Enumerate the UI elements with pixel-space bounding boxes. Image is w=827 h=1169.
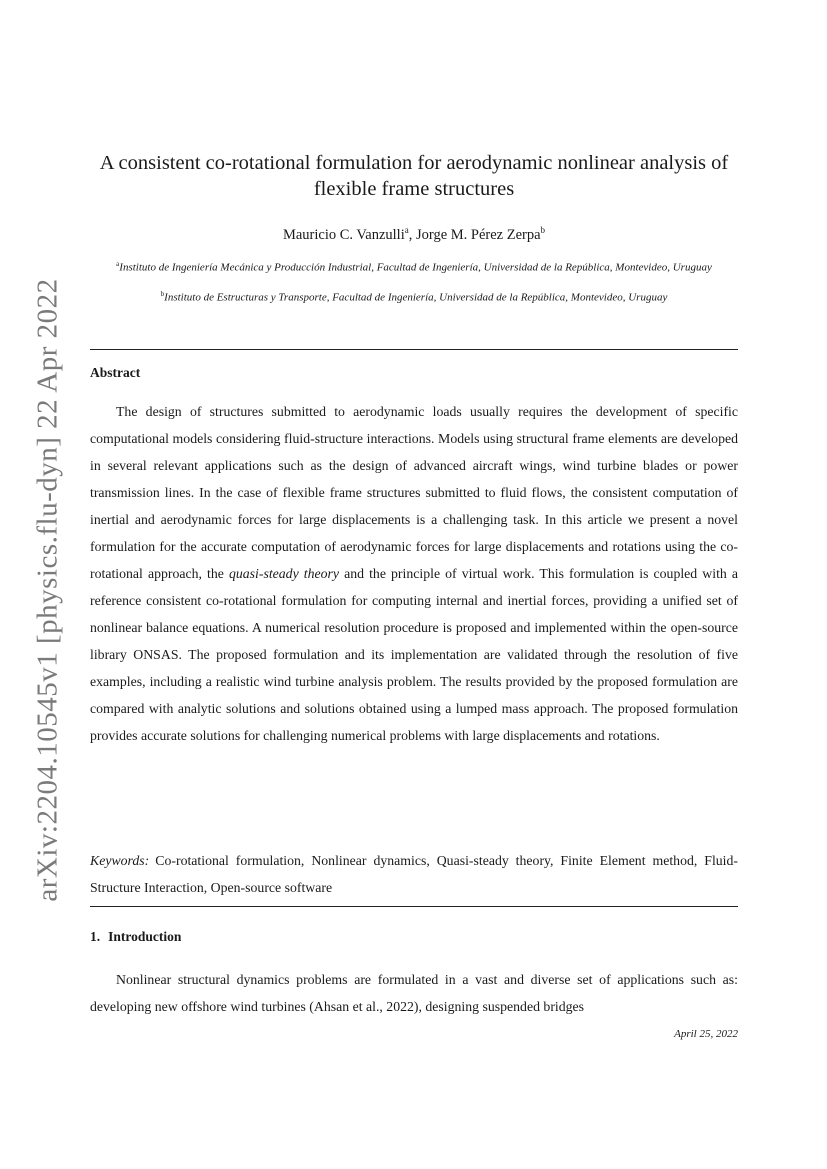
- paper-title: A consistent co-rotational formulation for aerodynamic nonlinear analysis of flexible frame structures: [99, 152, 729, 200]
- abstract-top-rule: [90, 349, 738, 350]
- abstract-paragraph: [90, 398, 738, 749]
- affiliation-text: Instituto de Estructuras y Transporte, Facultad de Ingeniería, Universidad de la República, Montevideo, Uruguay: [164, 291, 668, 304]
- section-number: 1.: [90, 929, 101, 944]
- footer-date: April 25, 2022: [674, 1028, 738, 1040]
- abstract-emphasis: quasi-steady theory: [228, 566, 340, 581]
- abstract-text: The design of structures submitted to aerodynamic loads usually requires the development of specific computational models considering fluid-structure interactions. Models using structural frame elements are developed in several relevant applications such as the design of advanced aircraft wings, wind turbine blades or power transmission lines. In the case of flexible frame structures submitted to fluid flows, the consistent computation of inertial and aerodynamic forces for large displacements is a challenging task. In this article we present a novel formulation for the accurate computation of aerodynamic forces for large displacements and rotations using the co-rotational approach, the: [90, 404, 738, 581]
- section-title: Introduction: [108, 929, 182, 944]
- abstract-heading: Abstract: [90, 365, 141, 380]
- keywords-label: Keywords:: [90, 853, 150, 868]
- author-name: Jorge M. Pérez Zerpa: [415, 226, 541, 243]
- arxiv-identifier-stamp: arXiv:2204.10545v1 [physics.flu-dyn] 22 Apr 2022: [31, 278, 64, 902]
- affiliation-b: [90, 287, 738, 306]
- keywords: [90, 847, 738, 901]
- affiliation-mark: a: [404, 225, 409, 235]
- affiliation-mark: a: [116, 260, 120, 268]
- author-separator: ,: [408, 226, 416, 243]
- affiliation-text: Instituto de Ingeniería Mecánica y Producción Industrial, Facultad de Ingeniería, Universidad de la República, Montevideo, Uruguay: [119, 261, 712, 274]
- author-list: [90, 225, 738, 244]
- section-heading-introduction: [90, 929, 181, 945]
- affiliation-mark: b: [160, 290, 165, 298]
- affiliation-mark: b: [540, 225, 546, 235]
- abstract-text: and the principle of virtual work. This formulation is coupled with a reference consistent co-rotational formulation for computing internal and inertial forces, providing a unified set of nonlinear balance equations. A numerical resolution procedure is proposed and implemented within the open-source library ONSAS. The proposed formulation and its implementation are validated through the resolution of five examples, including a realistic wind turbine analysis problem. The results provided by the proposed formulation are compared with analytic solutions and solutions obtained using a lumped mass approach. The proposed formulation provides accurate solutions for challenging numerical problems with large displacements and rotations.: [90, 566, 738, 743]
- author-name: Mauricio C. Vanzulli: [282, 226, 405, 243]
- keywords-text: Co-rotational formulation, Nonlinear dynamics, Quasi-steady theory, Finite Element method, Fluid-Structure Interaction, Open-source software: [90, 853, 738, 895]
- affiliation-a: [90, 257, 738, 276]
- introduction-paragraph: Nonlinear structural dynamics problems are formulated in a vast and diverse set of applications such as: developing new offshore wind turbines (Ahsan et al., 2022), designing suspended bridges: [90, 972, 738, 1014]
- abstract-bottom-rule: [90, 906, 738, 907]
